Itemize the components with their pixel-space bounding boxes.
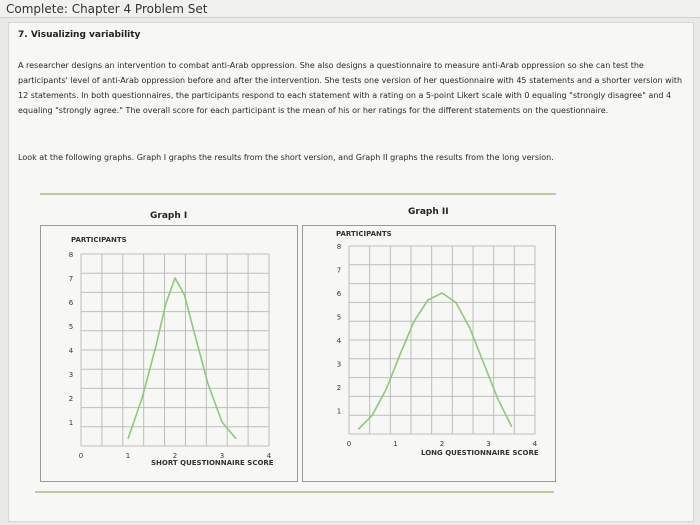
- x-tick-label: 2: [439, 440, 445, 448]
- graph-1-title: Graph I: [150, 211, 188, 221]
- graph-2-xlabel: LONG QUESTIONNAIRE SCORE: [421, 449, 539, 457]
- x-tick-label: 0: [346, 440, 352, 448]
- x-tick-label: 0: [78, 452, 84, 460]
- window-title: Complete: Chapter 4 Problem Set: [0, 0, 700, 18]
- divider-bottom: [35, 491, 554, 493]
- question-instruction: Look at the following graphs. Graph I graphs the results from the short version, and Graph II graphs the results from the long version.: [18, 153, 554, 162]
- y-tick-label: 2: [336, 384, 342, 392]
- x-tick-label: 1: [125, 452, 131, 460]
- y-tick-label: 1: [336, 407, 342, 416]
- y-tick-label: 5: [68, 323, 74, 331]
- graph-1-curve: [128, 278, 236, 439]
- y-tick-label: 3: [336, 360, 342, 369]
- x-tick-label: 3: [486, 440, 491, 448]
- graph-1-box: [40, 225, 298, 482]
- y-tick-label: 5: [336, 313, 342, 322]
- question-paragraph: A researcher designs an intervention to combat anti-Arab oppression. She also designs a questionnaire to measure anti-Arab oppression so she can test the participants' level of anti-Arab oppression before and after the intervention. She tests one version of her questionnaire with 45 statements and a shorter version with 12 statements. In both questionnaires, the participants respond to each statement with a rating on a 5-point Likert scale with 0 equaling "strongly disagree" and 4 equaling "strongly agree." The overall score for each participant is the mean of his or her ratings for the different statements on the questionnaire.: [18, 61, 683, 115]
- x-tick-label: 2: [172, 452, 178, 460]
- question-heading: 7. Visualizing variability: [18, 30, 141, 40]
- graph-1-ylabel: PARTICIPANTS: [71, 236, 127, 244]
- x-tick-label: 4: [532, 440, 538, 448]
- x-tick-label: 3: [219, 452, 225, 460]
- y-tick-label: 7: [336, 266, 342, 275]
- y-tick-label: 4: [336, 337, 342, 345]
- x-tick-label: 4: [266, 452, 272, 460]
- divider-top: [40, 193, 556, 195]
- y-tick-label: 6: [68, 299, 74, 307]
- graph-2-curve: [358, 293, 512, 429]
- graph-1-plot: [41, 226, 297, 481]
- y-tick-label: 4: [68, 347, 74, 355]
- y-tick-label: 7: [68, 275, 74, 283]
- y-tick-label: 2: [68, 395, 74, 403]
- x-tick-label: 1: [393, 440, 398, 448]
- y-tick-label: 6: [336, 290, 342, 298]
- graph-2-box: [302, 225, 556, 482]
- graph-1-grid: [81, 254, 269, 446]
- y-tick-label: 1: [68, 419, 74, 427]
- graph-2-title: Graph II: [408, 207, 449, 217]
- y-tick-label: 3: [68, 371, 74, 379]
- y-tick-label: 8: [336, 243, 342, 251]
- y-tick-label: 8: [68, 251, 74, 259]
- graph-2-plot: [303, 226, 555, 481]
- graph-1-xlabel: SHORT QUESTIONNAIRE SCORE: [151, 459, 274, 467]
- graph-2-ylabel: PARTICIPANTS: [336, 230, 392, 238]
